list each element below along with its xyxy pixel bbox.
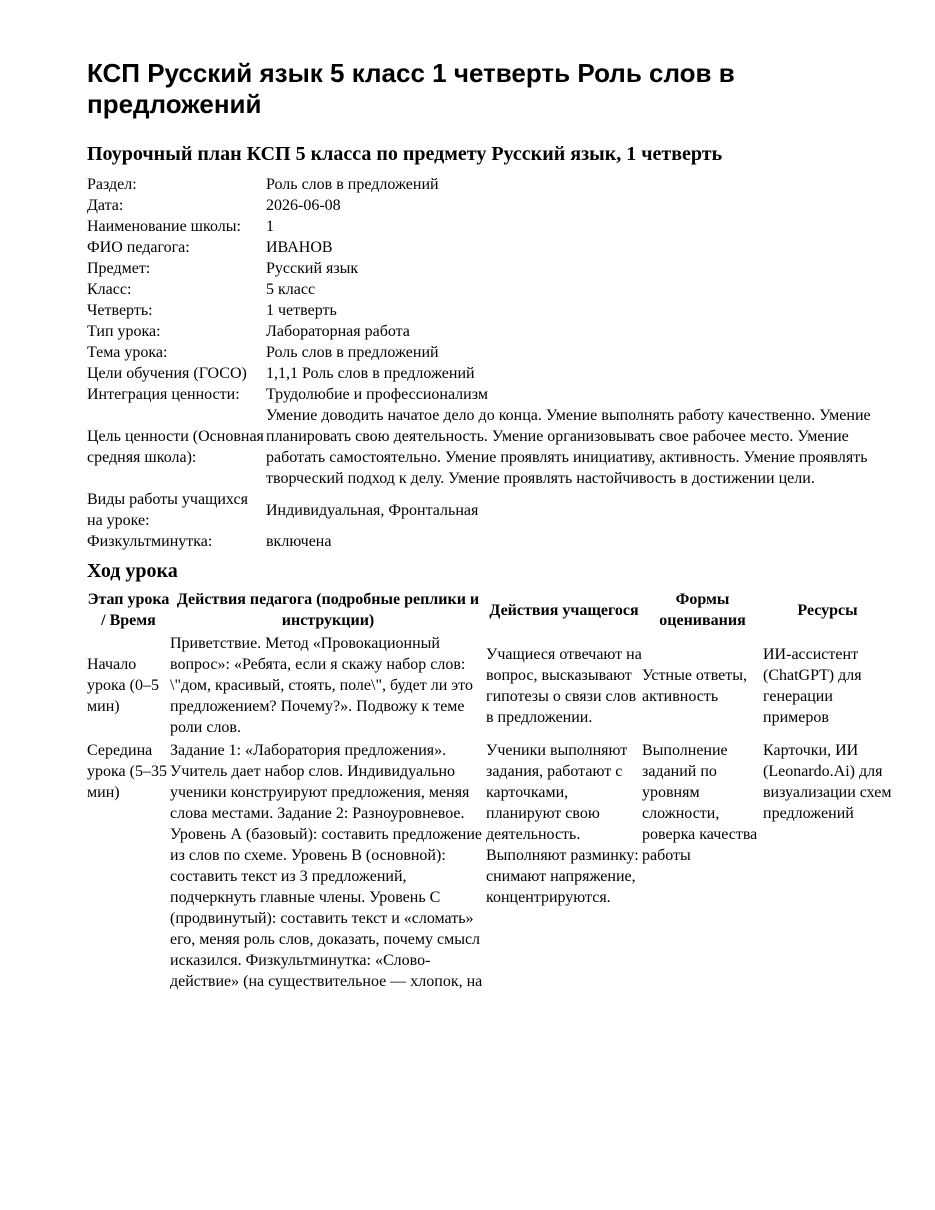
info-value: Роль слов в предложений [266,344,439,361]
info-value: Трудолюбие и профессионализм [266,386,488,403]
cell-resources: ИИ-ассистент (ChatGPT) для генерации примеров [763,645,862,726]
header-assessment: Формы оценивания [659,591,746,629]
table-row [87,740,892,994]
info-label: Цель ценности (Основная средняя школа): [87,428,264,466]
info-value: Роль слов в предложений [266,176,439,193]
info-row [87,405,892,489]
info-row [87,300,892,321]
header-resources: Ресурсы [797,601,858,619]
info-row [87,279,892,300]
info-label: Интеграция ценности: [87,386,240,403]
table-row [87,633,892,740]
info-label: Четверть: [87,302,153,319]
info-label: Тема урока: [87,344,168,361]
info-row [87,531,892,552]
info-row [87,321,892,342]
info-row [87,174,892,195]
info-row [87,384,892,405]
cell-teacher-actions: Задание 1: «Лаборатория предложения». Учитель дает набор слов. Индивидуально ученики конструируют предложения, меняя слова местами. Задание 2: Разноуровневое. Уровень А (базовый): составить предложение из слов по схеме. Уровень В (основной): составить текст из 3 предложений, подчеркнуть главные члены. Уровень С (продвинутый): составить текст и «сломать» его, меняя роль слов, доказать, почему смысл исказился. Физкультминутка: «Слово-действие» (на существительное — хлопок, на [170,742,483,990]
info-label: Виды работы учащихся на уроке: [87,491,248,529]
info-value: Умение доводить начатое дело до конца. Умение выполнять работу качественно. Умение планировать свою деятельность. Умение организовывать свое рабочее место. Умение работать самостоятельно. Умение проявлять инициативу, активность. Умение проявлять творческий подход к делу. Умение проявлять настойчивость в достижении цели. [266,407,871,487]
info-label: Класс: [87,281,132,298]
lesson-info-table [87,174,892,552]
info-value: 1,1,1 Роль слов в предложений [266,365,475,382]
header-teacher-actions: Действия педагога (подробные реплики и инструкции) [176,591,480,629]
plan-subtitle: Поурочный план КСП 5 класса по предмету Русский язык, 1 четверть [87,143,723,165]
info-value: 2026-06-08 [266,197,341,214]
table-header-row [87,589,892,633]
cell-assessment: Выполнение заданий по уровням сложности, роверка качества работы [642,742,758,864]
info-value: Русский язык [266,260,359,277]
info-label: Дата: [87,197,124,214]
info-row [87,216,892,237]
info-row [87,258,892,279]
info-value: Лабораторная работа [266,323,410,340]
document-title: КСП Русский язык 5 класс 1 четверть Роль слов в предложений [87,58,735,119]
info-label: Тип урока: [87,323,161,340]
cell-stage: Начало урока (0–5 мин) [87,656,159,715]
info-label: Раздел: [87,176,137,193]
cell-assessment: Устные ответы, активность [642,666,747,705]
header-stage: Этап урока / Время [87,591,170,629]
cell-student-actions: Ученики выполняют задания, работают с карточками, планируют свою деятельность. Выполняют разминку: снимают напряжение, концентрируются. [486,742,639,906]
info-value: включена [266,533,332,550]
info-value: 1 [266,218,274,235]
info-value: Индивидуальная, Фронтальная [266,501,479,519]
document-page [87,58,892,994]
cell-student-actions: Учащиеся отвечают на вопрос, высказывают гипотезы о связи слов в предложении. [486,645,642,726]
info-label: Предмет: [87,260,151,277]
lesson-progress-heading: Ход урока [87,560,178,582]
info-row [87,195,892,216]
info-row [87,237,892,258]
lesson-progress-table [87,589,892,994]
info-label: Цели обучения (ГОСО) [87,365,247,382]
cell-teacher-actions: Приветствие. Метод «Провокационный вопрос»: «Ребята, если я скажу набор слов: \"дом, красивый, стоять, поле\", будет ли это предложением? Почему?». Подвожу к теме роли слов. [170,635,473,736]
cell-resources: Карточки, ИИ (Leonardo.Ai) для визуализации схем предложений [763,742,892,822]
info-row [87,342,892,363]
info-label: Наименование школы: [87,218,241,235]
header-student-actions: Действия учащегося [489,601,639,619]
info-row [87,363,892,384]
cell-stage: Середина урока (5–35 мин) [87,742,167,801]
info-row [87,489,892,531]
info-label: ФИО педагога: [87,239,190,256]
info-value: 5 класс [266,281,316,298]
info-value: ИВАНОВ [266,239,333,256]
info-value: 1 четверть [266,302,337,319]
info-label: Физкультминутка: [87,533,213,550]
